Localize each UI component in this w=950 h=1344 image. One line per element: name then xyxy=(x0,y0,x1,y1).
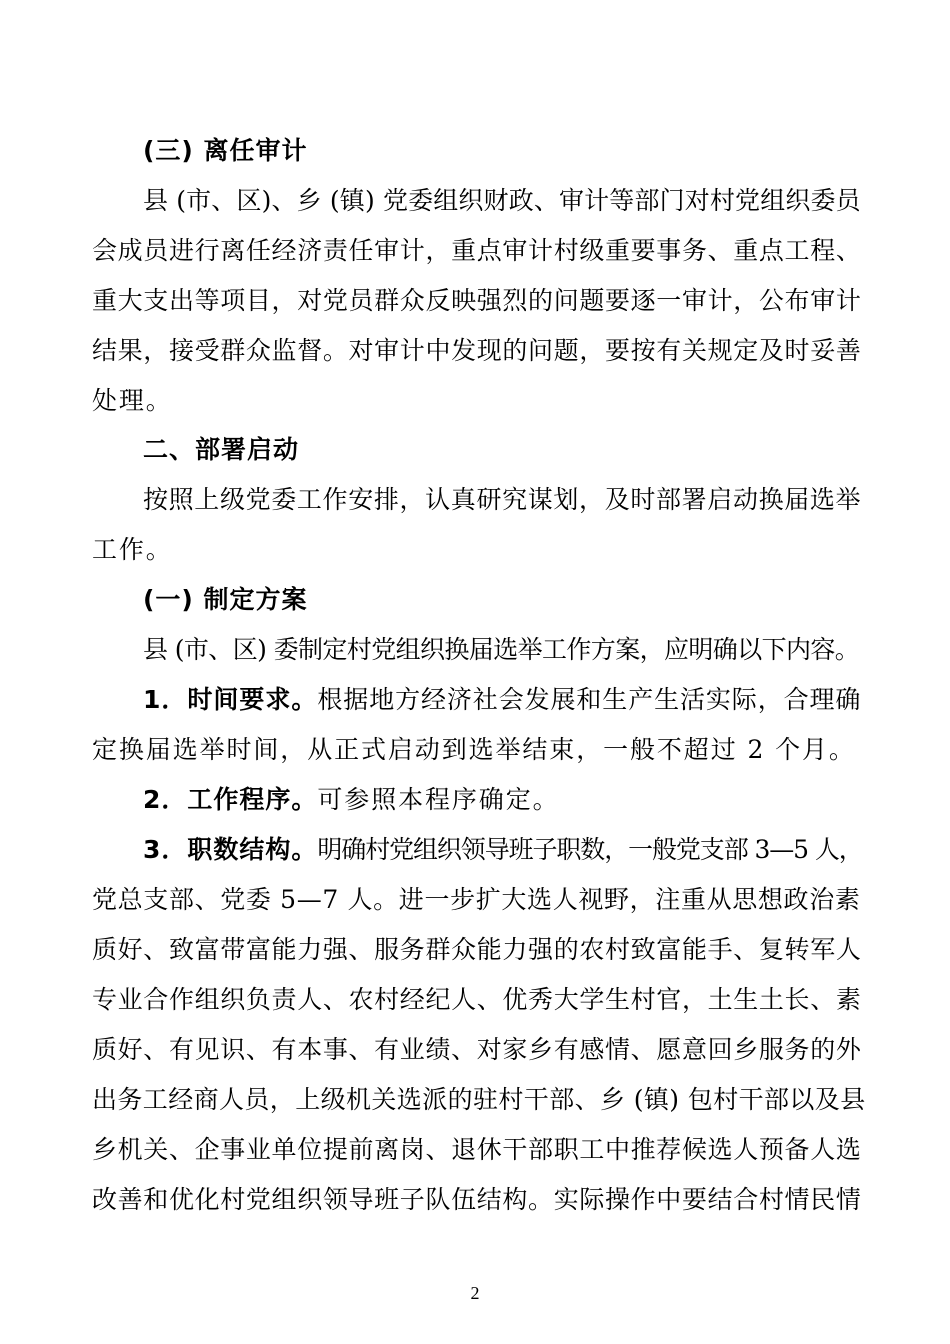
paragraph-line: 专业合作组织负责人、农村经纪人、优秀大学生村官，土生土长、素 xyxy=(92,985,862,1014)
paragraph-line: 按照上级党委工作安排，认真研究谋划，及时部署启动换届选举 xyxy=(143,485,862,514)
paragraph-line: 乡机关、企事业单位提前离岗、退休干部职工中推荐候选人预备人选 xyxy=(92,1135,862,1164)
paragraph-line: 党总支部、党委 5—7 人。进一步扩大选人视野，注重从思想政治素 xyxy=(92,885,861,914)
item-1-first-line xyxy=(143,685,861,715)
section-3-heading: (三) 离任审计 xyxy=(143,136,308,165)
section-1-intro: 县 (市、区) 委制定村党组织换届选举工作方案，应明确以下内容。 xyxy=(143,635,860,664)
paragraph-line: 出务工经商人员，上级机关选派的驻村干部、乡 (镇) 包村干部以及县 xyxy=(92,1085,866,1114)
paragraph-line: 质好、有见识、有本事、有业绩、对家乡有感情、愿意回乡服务的外 xyxy=(92,1035,862,1064)
item-3-lead: 3．职数结构。 xyxy=(143,835,318,864)
item-2-line xyxy=(143,785,560,815)
paragraph-line: 会成员进行离任经济责任审计，重点审计村级重要事务、重点工程、 xyxy=(92,236,862,265)
paragraph-line: 质好、致富带富能力强、服务群众能力强的农村致富能手、复转军人 xyxy=(92,935,862,964)
item-2-text: 可参照本程序确定。 xyxy=(317,785,560,814)
item-1-lead: 1．时间要求。 xyxy=(143,685,318,714)
paragraph-line: 改善和优化村党组织领导班子队伍结构。实际操作中要结合村情民情 xyxy=(92,1185,862,1214)
paragraph-line: 处理。 xyxy=(92,386,173,415)
paragraph-line: 重大支出等项目，对党员群众反映强烈的问题要逐一审计，公布审计 xyxy=(92,286,862,315)
paragraph-line: 工作。 xyxy=(92,535,173,564)
paragraph-line: 县 (市、区)、乡 (镇) 党委组织财政、审计等部门对村党组织委员 xyxy=(143,186,861,215)
item-3-first-line xyxy=(143,835,863,865)
section-1-heading: (一) 制定方案 xyxy=(143,585,308,614)
paragraph-line: 定换届选举时间，从正式启动到选举结束，一般不超过 2 个月。 xyxy=(92,735,856,764)
item-2-lead: 2．工作程序。 xyxy=(143,785,318,814)
item-3-text: 明确村党组织领导班子职数，一般党支部 3—5 人， xyxy=(317,835,863,864)
part-2-heading: 二、部署启动 xyxy=(143,435,300,464)
item-1-text: 根据地方经济社会发展和生产生活实际，合理确 xyxy=(317,685,862,714)
paragraph-line: 结果，接受群众监督。对审计中发现的问题，要按有关规定及时妥善 xyxy=(92,336,862,365)
page-number: 2 xyxy=(470,1283,480,1303)
